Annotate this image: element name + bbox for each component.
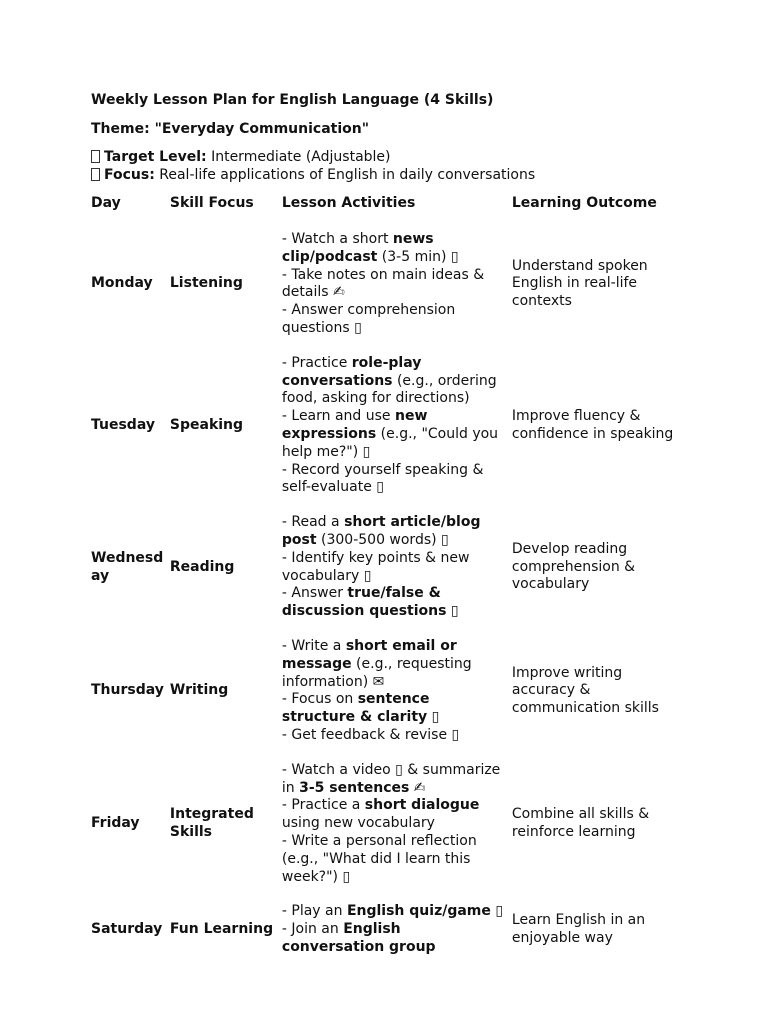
row-skill-focus: Reading [169,558,235,575]
row-day: Tuesday [91,417,155,434]
activity-item [282,302,506,338]
meta-value: Intermediate (Adjustable) [206,149,391,165]
row-lesson-activities [279,894,509,964]
activity-text: - Practice a [281,797,365,814]
table-row [88,346,685,505]
activity-item [282,797,506,833]
activity-text: ▯ [427,709,440,726]
header-day: Day [91,195,121,211]
row-learning-outcome: Develop reading comprehension & vocabulary [511,540,636,593]
activity-text: - Record yourself speaking & self-evaluate ▯ [281,461,484,496]
row-learning-outcome: Combine all skills & reinforce learning [511,806,650,840]
table-body [88,222,685,965]
activity-text: using new vocabulary [281,815,435,832]
activity-emphasis: 3-5 sentences [299,779,410,796]
activity-text: ✍ [409,779,426,796]
document-title: Weekly Lesson Plan for English Language (4 Skills) [91,92,494,108]
activity-item [282,727,506,745]
row-learning-outcome: Improve writing accuracy & communication skills [511,664,659,717]
table-row [88,753,685,895]
activity-text: ▯ [490,903,504,920]
activity-text: - Play an [281,903,347,920]
activity-item [282,638,506,691]
meta-target-level [91,149,535,167]
activity-item [282,903,506,921]
activity-text: - Answer comprehension questions ▯ [281,302,456,336]
activity-item [282,550,506,586]
activity-text: - Focus on [281,691,358,708]
header-skill-focus: Skill Focus [169,195,254,211]
activity-text: - Write a personal reflection (e.g., "What did I learn this week?") ▯ [281,832,477,885]
activity-text: - Identify key points & new vocabulary ▯ [281,549,470,584]
focus-icon [91,168,100,181]
activity-item [282,355,506,408]
activity-emphasis: English conversation group [281,921,436,955]
activity-item [282,833,506,886]
activity-item [282,514,506,550]
meta-label: Target Level: [104,149,207,165]
lesson-plan-table [88,190,685,965]
target-icon [91,150,100,163]
activity-item [282,921,506,957]
activity-text: - Answer [281,585,348,602]
activity-text: - Watch a short [281,231,393,247]
table-header-row [88,190,685,222]
activity-text: - Write a [281,637,346,654]
activity-text: - Take notes on main ideas & details ✍ [281,266,485,301]
row-lesson-activities [279,753,509,895]
row-skill-focus: Listening [169,275,243,292]
row-day: Saturday [91,921,163,938]
row-skill-focus: Fun Learning [169,921,274,938]
activity-text: (300-500 words) ▯ [316,531,449,548]
row-skill-focus: Integrated Skills [169,806,254,840]
row-day: Thursday [91,682,164,699]
table-row [88,629,685,753]
row-learning-outcome: Learn English in an enjoyable way [511,912,646,946]
row-skill-focus: Speaking [169,417,244,434]
activity-emphasis: sentence structure & clarity [281,691,430,726]
meta-focus [91,167,535,185]
header-lesson-activities: Lesson Activities [281,195,416,211]
activity-item [282,691,506,727]
row-day: Friday [91,815,140,832]
row-day: Monday [91,275,153,292]
activity-emphasis: English quiz/game [346,903,491,920]
row-day: Wednesday [91,549,164,584]
header-learning-outcome: Learning Outcome [511,195,657,211]
table-row [88,222,685,346]
activity-emphasis: new expressions [281,408,428,442]
theme-line: Theme: "Everyday Communication" [91,121,370,137]
activity-text: - Watch a video ▯ & summarize in [281,761,501,796]
activity-text: - Get feedback & revise ▯ [281,726,460,743]
table-row [88,505,685,629]
activity-emphasis: short dialogue [364,797,480,814]
activity-item [282,462,506,498]
row-lesson-activities [279,629,509,753]
activity-text: (e.g., "Could you help me?") ▯ [281,425,499,460]
activity-emphasis: short email or message [281,637,457,672]
activity-text: (e.g., requesting information) ✉ [281,655,472,690]
activity-text: - Read a [281,514,345,531]
activity-item [282,267,506,303]
activity-text: (e.g., ordering food, asking for directions) [281,372,497,407]
activity-item [282,762,506,798]
row-learning-outcome: Improve fluency & confidence in speaking [511,408,674,442]
activity-text: - Join an [281,921,344,938]
table-row [88,894,685,964]
activity-emphasis: role-play conversations [281,354,422,389]
activity-item [282,231,506,267]
row-lesson-activities [279,505,509,629]
row-lesson-activities [279,346,509,505]
activity-emphasis: news clip/podcast [281,231,434,265]
activity-emphasis: short article/blog post [281,514,481,548]
activity-text: (3-5 min) ▯ [377,248,459,265]
meta-block [91,149,535,185]
row-lesson-activities [279,222,509,346]
row-learning-outcome: Understand spoken English in real-life contexts [511,257,648,310]
meta-value: Real-life applications of English in daily conversations [154,166,536,183]
activity-emphasis: true/false & discussion questions [281,585,447,620]
meta-label: Focus: [104,166,155,183]
activity-text: - Learn and use [281,408,395,425]
activity-text: - Practice [281,354,352,371]
activity-item [282,408,506,461]
activity-item [282,585,506,621]
row-skill-focus: Writing [169,682,229,699]
activity-text: ▯ [446,603,459,620]
